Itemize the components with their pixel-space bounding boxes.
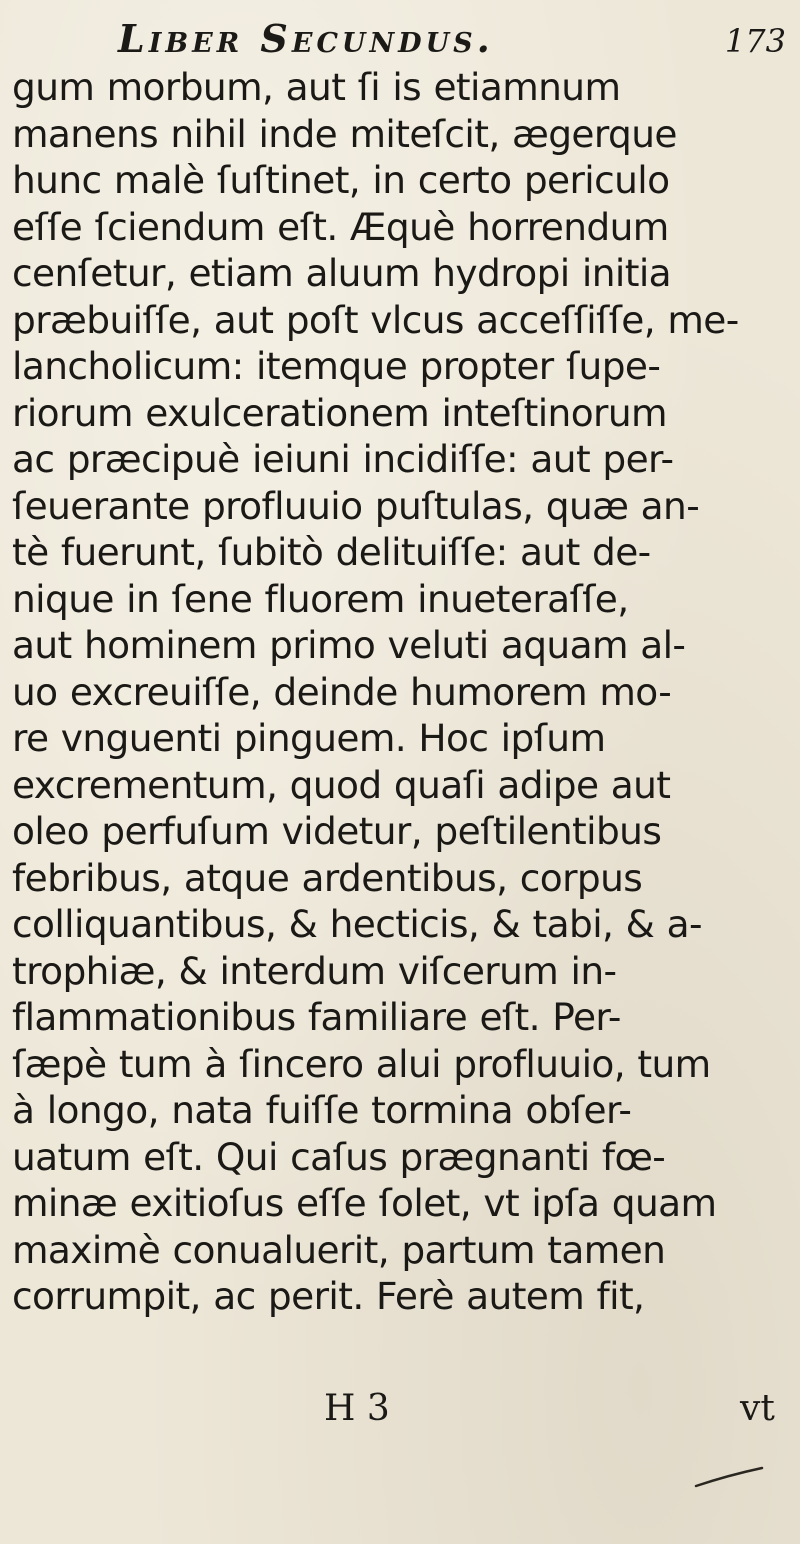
text-line: febribus, atque ardentibus, corpus (12, 855, 643, 900)
signature-mark: H 3 (324, 1388, 390, 1429)
text-line: minæ exitioſus eſſe ſolet, vt ipſa quam (12, 1181, 717, 1225)
text-line: flammationibus familiare eſt. Per- (12, 995, 621, 1039)
text-line: corrumpit, ac perit. Ferè autem fit, (12, 1274, 645, 1318)
text-line: ac præcipuè ieiuni incidiſſe: aut per- (12, 437, 674, 481)
text-line: hunc malè ſuſtinet, in certo periculo (12, 158, 670, 202)
text-line: riorum exulcerationem inteſtinorum (12, 390, 667, 435)
text-line: nique in ſene fluorem inueteraſſe, (12, 576, 629, 621)
text-line: re vnguenti pinguem. Hoc ipſum (12, 716, 606, 760)
text-line: cenſetur, etiam aluum hydropi initia (12, 251, 672, 295)
running-head-title: Liber Secundus. (118, 16, 494, 61)
running-head (118, 14, 798, 64)
text-line: præbuiſſe, aut poſt vlcus acceſſiſſe, me- (12, 297, 739, 342)
ink-smudge-icon (694, 1466, 764, 1488)
body-text (12, 64, 800, 1320)
text-line: lancholicum: itemque propter ſupe- (12, 344, 661, 388)
text-line: oleo perfuſum videtur, peſtilentibus (12, 809, 662, 853)
footer-line (0, 1388, 800, 1438)
text-line: eſſe ſciendum eſt. Æquè horrendum (12, 204, 669, 249)
text-line: gum morbum, aut ſi is etiamnum (12, 65, 621, 109)
text-line: aut hominem primo veluti aquam al- (12, 623, 686, 667)
text-line: colliquantibus, & hecticis, & tabi, & a- (12, 902, 702, 946)
text-line: trophiæ, & interdum viſcerum in- (12, 948, 617, 993)
page-number: 173 (724, 22, 786, 60)
text-line: ſæpè tum à ſincero alui profluuio, tum (12, 1041, 711, 1086)
text-line: tè fuerunt, ſubitò delituiſſe: aut de- (12, 530, 651, 574)
text-line: excrementum, quod quaſi adipe aut (12, 762, 671, 807)
text-line: uatum eſt. Qui caſus prægnanti fœ- (12, 1134, 666, 1179)
text-line: maximè conualuerit, partum tamen (12, 1227, 666, 1272)
text-line: ſeuerante profluuio puſtulas, quæ an- (12, 483, 700, 528)
catchword: vt (740, 1388, 775, 1429)
text-line: à longo, nata fuiſſe tormina obſer- (12, 1088, 632, 1132)
text-line: manens nihil inde miteſcit, ægerque (12, 111, 677, 156)
text-line: uo excreuiſſe, deinde humorem mo- (12, 669, 672, 714)
